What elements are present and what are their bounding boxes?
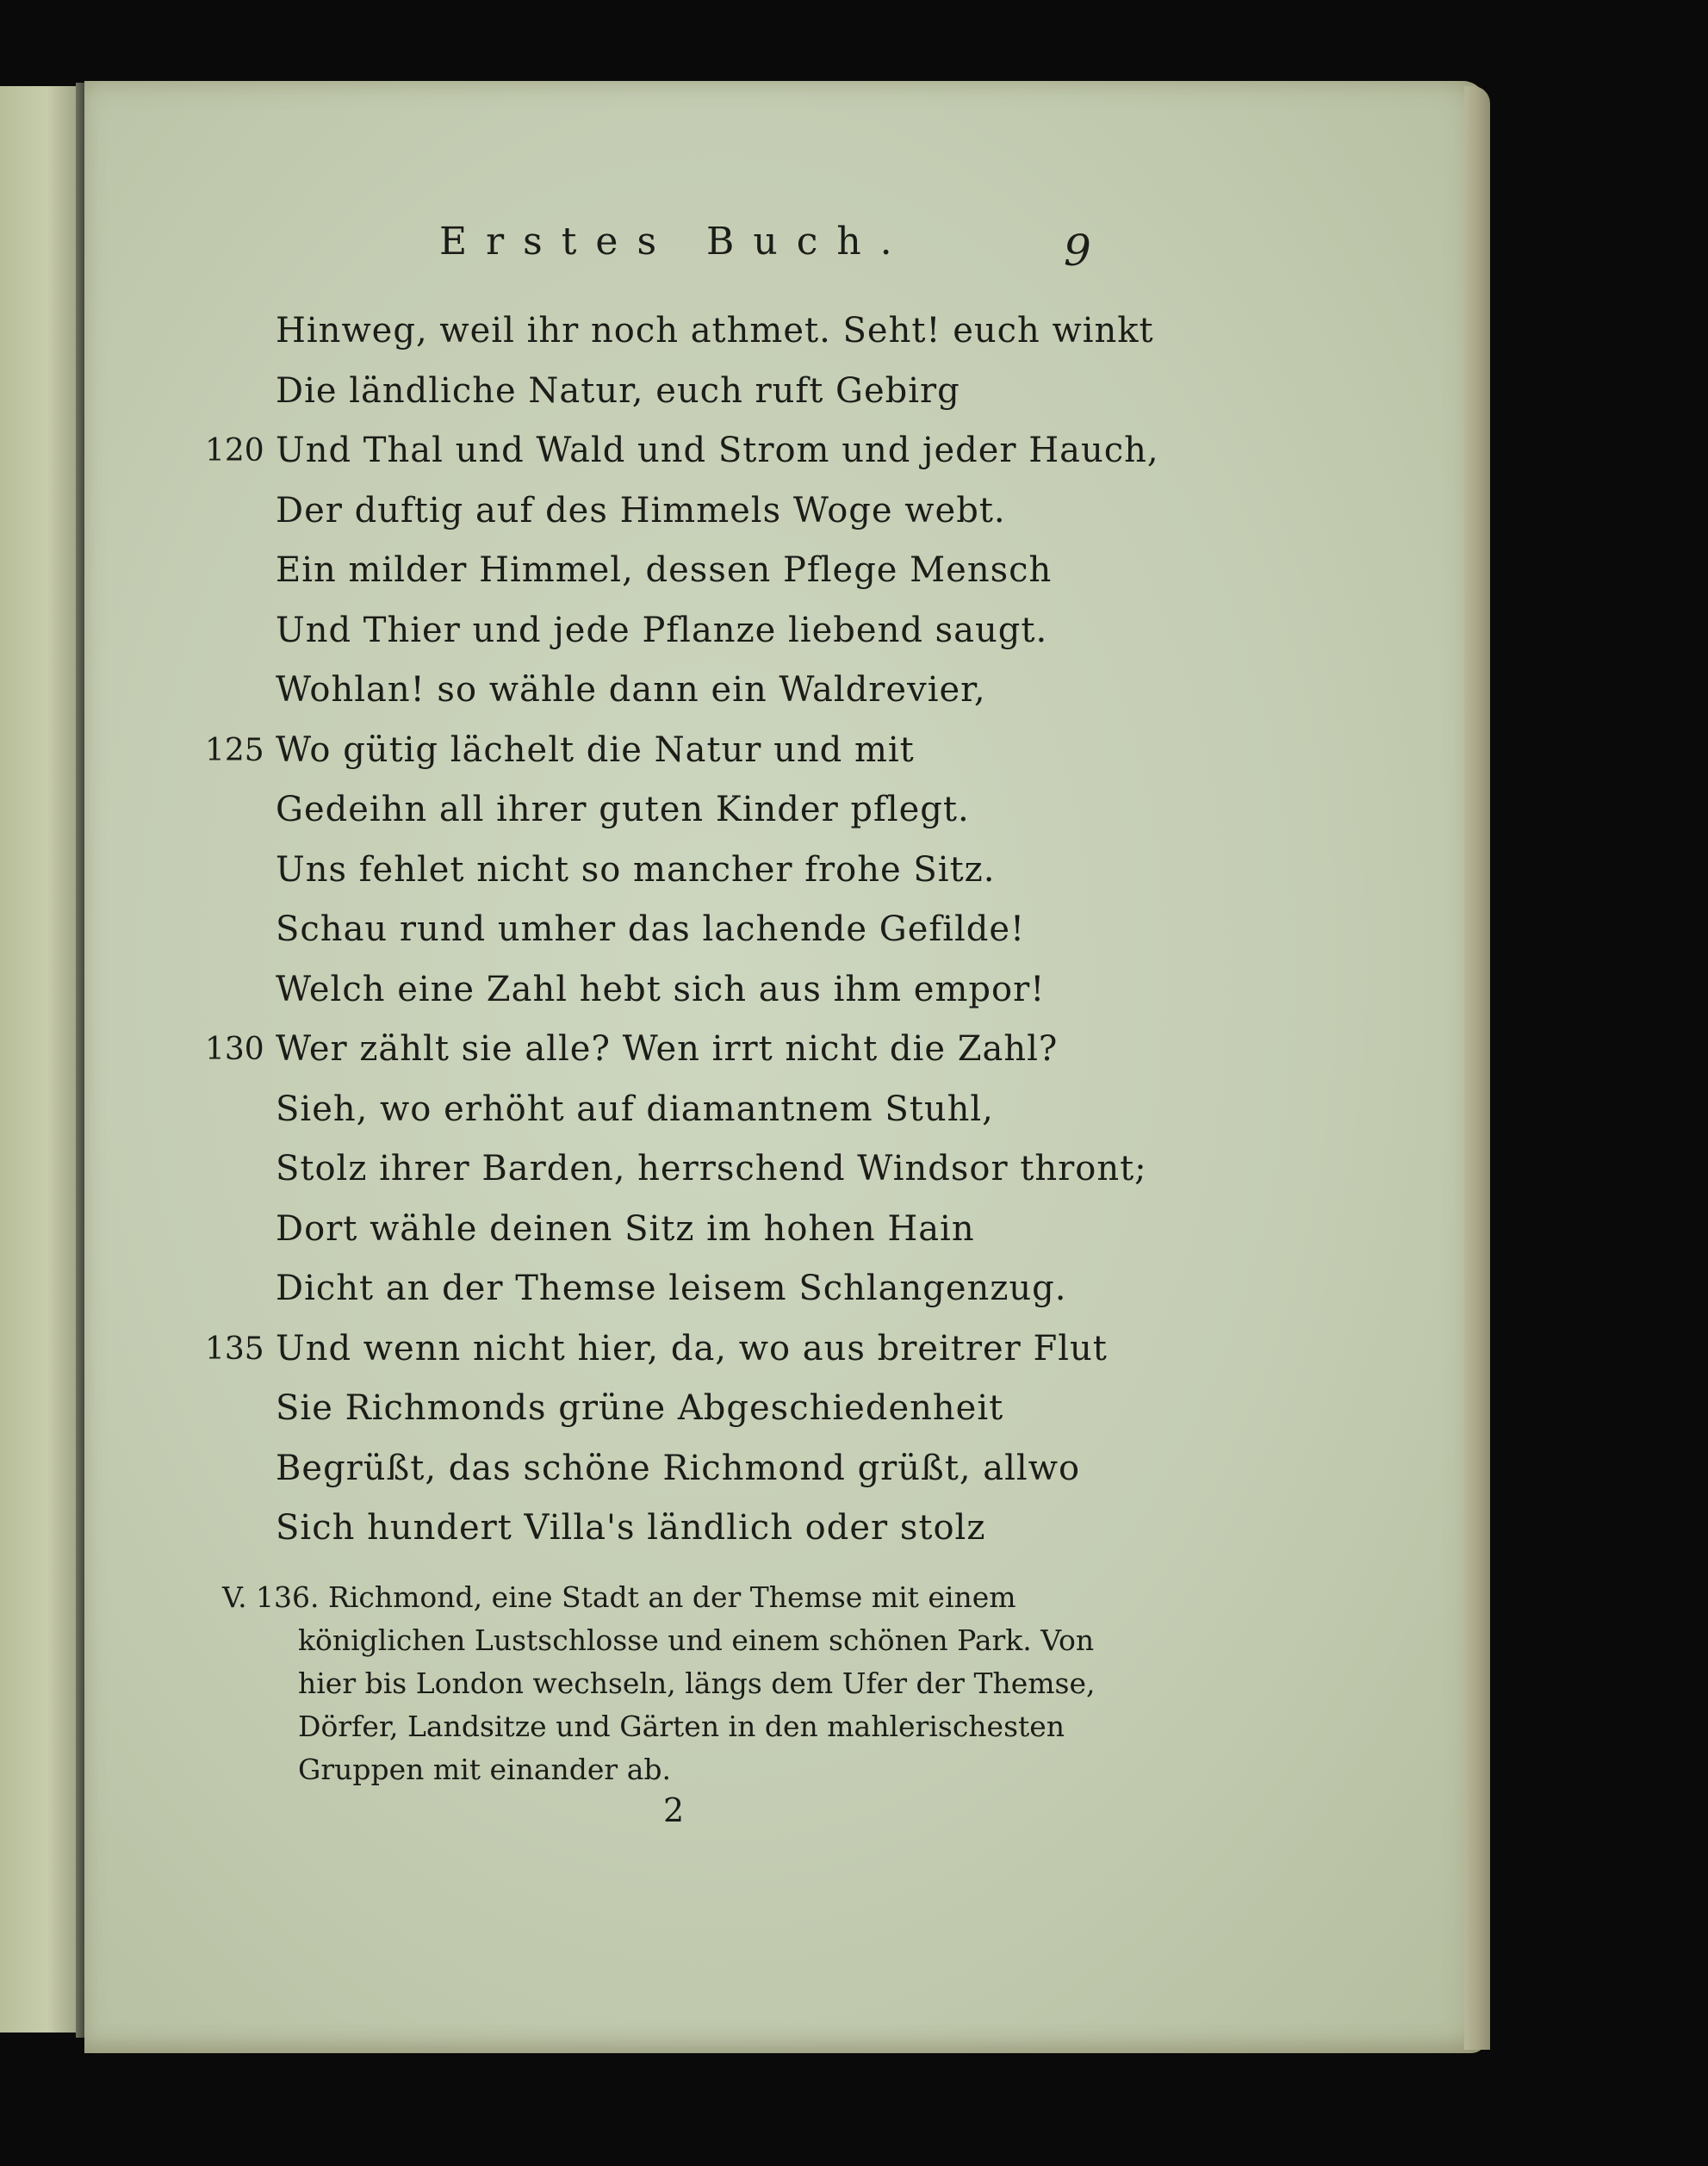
verse-line [189,841,1180,901]
verse-text: Und wenn nicht hier, da, wo aus breitrer Flut [276,1328,1108,1368]
verse-text: Und Thier und jede Pflanze liebend saugt. [276,610,1048,650]
verse-line [189,1259,1180,1319]
footnote-line: königlichen Lustschlosse und einem schönen Park. Von [298,1623,1095,1657]
verse-text: Gedeihn all ihrer guten Kinder pflegt. [276,790,970,829]
footnote-line: Dörfer, Landsitze und Gärten in den mahlerischesten [298,1710,1065,1743]
verse-text: Stolz ihrer Barden, herrschend Windsor thront; [276,1149,1147,1189]
verse-line [189,1499,1180,1559]
signature-mark: 2 [663,1791,685,1829]
footnote-line: Gruppen mit einander ab. [298,1753,671,1786]
verse-line [189,661,1180,721]
line-number: 130 [205,1032,264,1067]
running-head: Erstes Buch. [439,220,911,264]
verse-text: Wo gütig lächelt die Natur und mit [276,729,915,770]
line-number: 120 [205,433,264,469]
verse-text: Und Thal und Wald und Strom und jeder Hauch, [276,431,1159,470]
verse-text: Sieh, wo erhöht auf diamantnem Stuhl, [276,1089,994,1129]
verse-line [189,601,1180,661]
line-number: 125 [205,732,264,768]
verse-line [189,1080,1180,1140]
verse-text: Sie Richmonds grüne Abgeschiedenheit [276,1388,1004,1428]
verse-text: Dort wähle deinen Sitz im hohen Hain [276,1208,975,1249]
footnote-line: hier bis London wechseln, längs dem Ufer der Themse, [298,1666,1096,1700]
verse-line [189,780,1180,841]
facing-page-edge [0,86,79,2033]
verse-line [189,1439,1180,1499]
verse-text: Begrüßt, das schöne Richmond grüßt, allwo [276,1448,1081,1488]
verse-text: Uns fehlet nicht so mancher frohe Sitz. [276,849,996,890]
page-number: 9 [1064,226,1091,276]
verse-line [189,362,1180,422]
verse-line [189,421,1180,481]
verse-text: Sich hundert Villa's ländlich oder stolz [276,1508,986,1548]
verse-line [189,900,1180,960]
verse-line [189,721,1180,781]
verse-text: Wer zählt sie alle? Wen irrt nicht die Zahl? [276,1029,1059,1069]
verse-text: Der duftig auf des Himmels Woge webt. [276,490,1006,531]
verse-line [189,541,1180,601]
page-fore-edge [1464,86,1490,2050]
verse-line [189,1319,1180,1380]
verse-line [189,1020,1180,1080]
verse-text: Hinweg, weil ihr noch athmet. Seht! euch winkt [276,311,1154,351]
verse-text: Die ländliche Natur, euch ruft Gebirg [276,370,960,411]
verse-block [189,301,1180,1559]
verse-line [189,301,1180,362]
verse-line [189,960,1180,1021]
line-number: 135 [205,1331,264,1367]
verse-text: Schau rund umher das lachende Gefilde! [276,909,1026,949]
verse-text: Welch eine Zahl hebt sich aus ihm empor! [276,969,1046,1009]
verse-line [189,1379,1180,1439]
footnote-line: V. 136. Richmond, eine Stadt an der Themse mit einem [222,1580,1016,1614]
verse-line [189,1200,1180,1260]
verse-text: Dicht an der Themse leisem Schlangenzug. [276,1269,1067,1308]
verse-text: Wohlan! so wähle dann ein Waldrevier, [276,670,986,710]
verse-text: Ein milder Himmel, dessen Pflege Mensch [276,550,1053,590]
footnote [222,1576,1096,1791]
verse-line [189,1139,1180,1200]
verse-line [189,481,1180,542]
